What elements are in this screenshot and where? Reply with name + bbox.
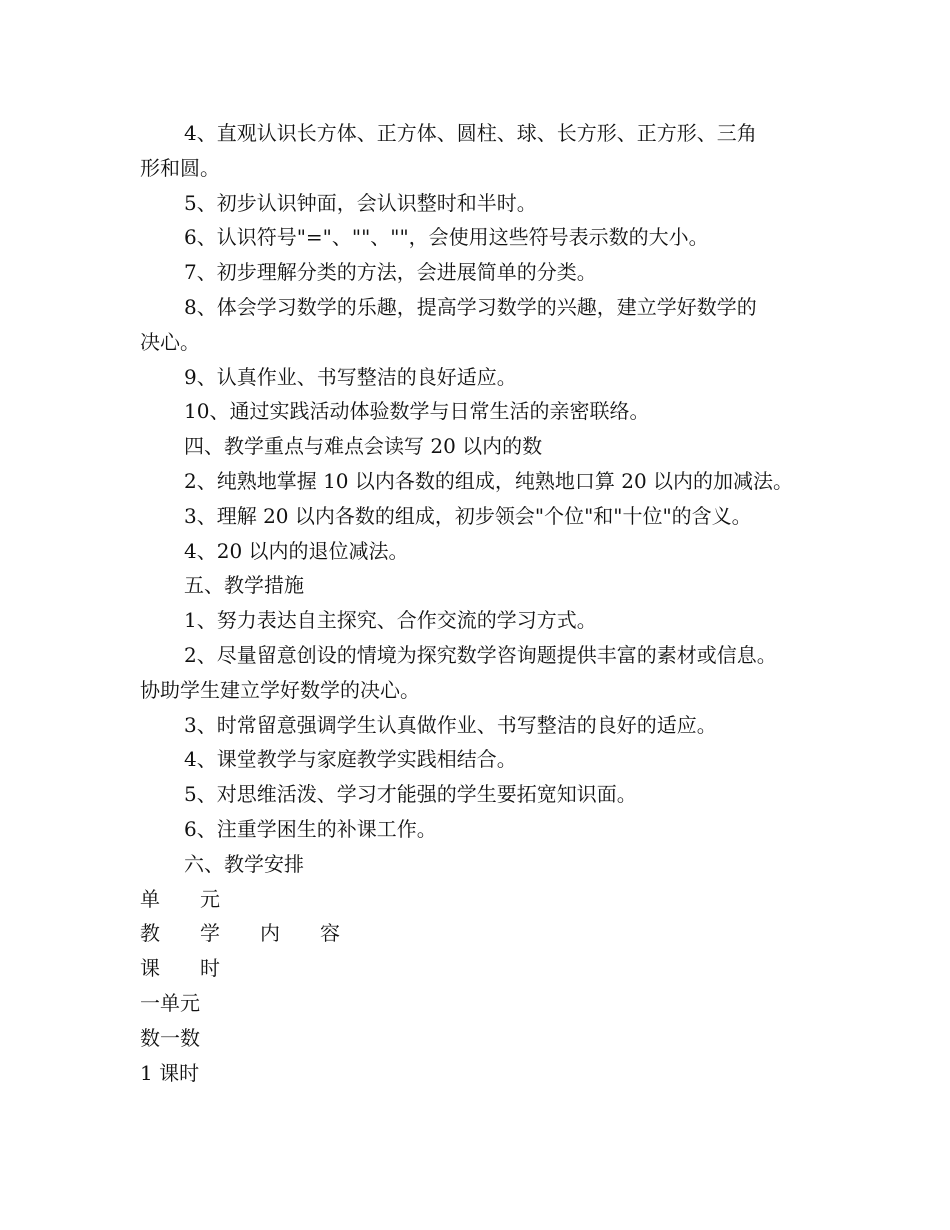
text-line: 协助学生建立学好数学的决心。	[140, 677, 420, 702]
section-heading: 四、教学重点与难点会读写 20 以内的数	[184, 434, 543, 459]
text-line: 4、课堂教学与家庭教学实践相结合。	[184, 747, 517, 772]
table-header-cell: 课 时	[140, 956, 220, 981]
text-line: 3、时常留意强调学生认真做作业、书写整洁的良好的适应。	[184, 712, 717, 737]
text-line: 6、注重学困生的补课工作。	[184, 816, 437, 841]
table-cell: 一单元	[140, 990, 200, 1015]
text-line: 形和圆。	[140, 155, 220, 180]
text-line: 2、尽量留意创设的情境为探究数学咨询题提供丰富的素材或信息。	[184, 642, 777, 667]
document-body	[140, 116, 820, 1090]
table-cell: 数一数	[140, 1025, 200, 1050]
text-line: 5、对思维活泼、学习才能强的学生要拓宽知识面。	[184, 782, 637, 807]
table-header-cell: 单 元	[140, 886, 220, 911]
text-line: 5、初步认识钟面，会认识整时和半时。	[184, 190, 537, 215]
section-heading: 六、教学安排	[184, 851, 304, 876]
table-cell: 1 课时	[140, 1060, 200, 1085]
table-header-cell: 教 学 内 容	[140, 921, 340, 946]
text-line: 8、体会学习数学的乐趣，提高学习数学的兴趣，建立学好数学的	[184, 294, 757, 319]
text-line: 2、纯熟地掌握 10 以内各数的组成，纯熟地口算 20 以内的加减法。	[184, 468, 794, 493]
text-line: 1、努力表达自主探究、合作交流的学习方式。	[184, 608, 597, 633]
text-line: 10、通过实践活动体验数学与日常生活的亲密联络。	[184, 399, 650, 424]
text-line: 3、理解 20 以内各数的组成，初步领会"个位"和"十位"的含义。	[184, 503, 752, 528]
text-line: 决心。	[140, 329, 200, 354]
text-line: 6、认识符号"="、""、""，会使用这些符号表示数的大小。	[184, 225, 709, 250]
section-heading: 五、教学措施	[184, 573, 304, 598]
text-line: 7、初步理解分类的方法，会进展简单的分类。	[184, 260, 597, 285]
text-line: 4、直观认识长方体、正方体、圆柱、球、长方形、正方形、三角	[184, 121, 757, 145]
text-line: 4、20 以内的退位减法。	[184, 538, 409, 563]
text-line: 9、认真作业、书写整洁的良好适应。	[184, 364, 517, 389]
